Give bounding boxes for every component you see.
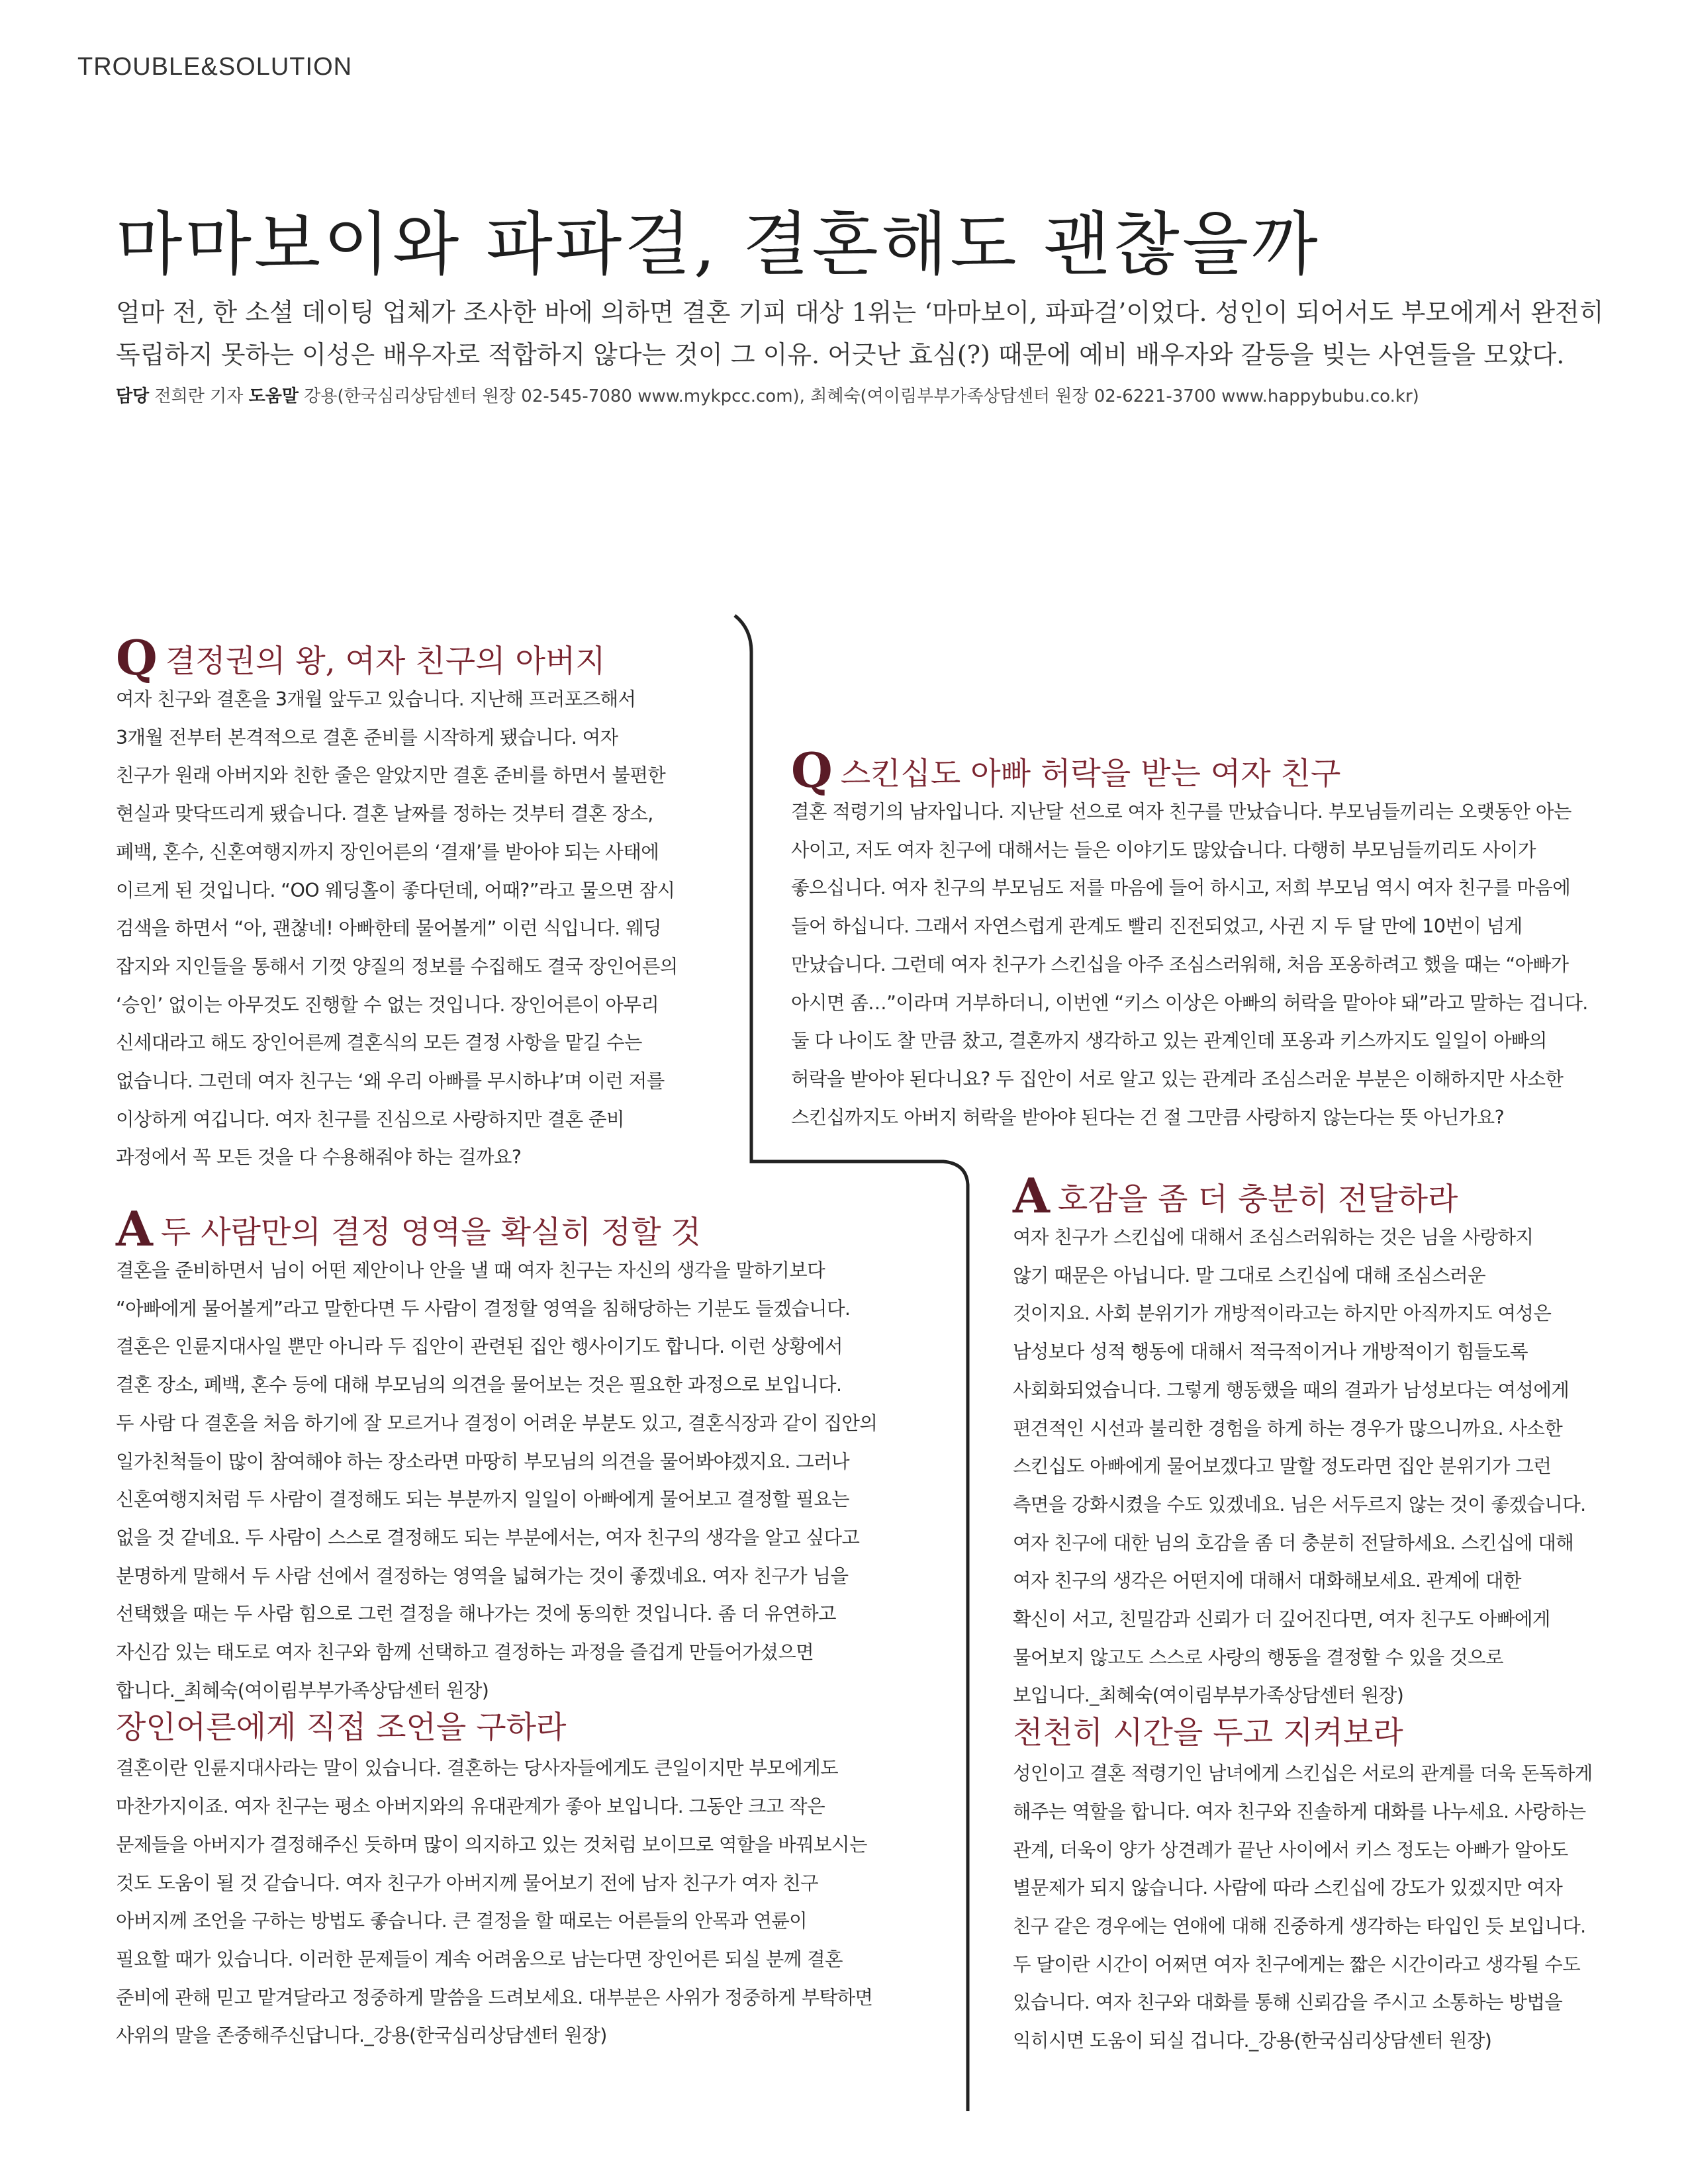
text-line: 친구 같은 경우에는 연애에 대해 진중하게 생각하는 타입인 듯 보입니다. [1013,1915,1586,1937]
text-line: 만났습니다. 그런데 여자 친구가 스킨십을 아주 조심스러워해, 처음 포옹하려고 했을 때는 “아빠가 [791,953,1569,976]
text-line: 측면을 강화시켰을 수도 있겠네요. 님은 서두르지 않는 것이 좋겠습니다. [1013,1493,1586,1516]
text-line: 친구가 원래 아버지와 친한 줄은 알았지만 결혼 준비를 하면서 불편한 [116,764,666,787]
text-line: 이르게 된 것입니다. “OO 웨딩홀이 좋다던데, 어때?”라고 물으면 잠시 [116,879,675,901]
text-line: 별문제가 되지 않습니다. 사람에 따라 스킨십에 강도가 있겠지만 여자 [1013,1877,1563,1899]
text-line: 아버지께 조언을 구하는 방법도 좋습니다. 큰 결정을 할 때로는 어른들의 안목과 연륜이 [116,1910,808,1933]
text-line: 보입니다._최혜숙(여이림부부가족상담센터 원장) [1013,1684,1404,1707]
text-line: 것도 도움이 될 것 같습니다. 여자 친구가 아버지께 물어보기 전에 남자 친구가 여자 친구 [116,1872,819,1894]
text-line: 관계, 더욱이 양가 상견례가 끝난 사이에서 키스 정도는 아빠가 알아도 [1013,1839,1568,1861]
text-line: 이상하게 여깁니다. 여자 친구를 진심으로 사랑하지만 결혼 준비 [116,1108,624,1130]
q-marker: Q [791,742,833,798]
answer-body [116,1251,877,1709]
q-marker: Q [116,629,158,686]
question-heading [116,629,678,686]
text-line: 있습니다. 여자 친구와 대화를 통해 신뢰감을 주시고 소통하는 방법을 [1013,1991,1563,2014]
answer-heading [116,1201,877,1257]
text-line: 결혼이란 인륜지대사라는 말이 있습니다. 결혼하는 당사자들에게도 큰일이지만 부모에게도 [116,1757,839,1780]
text-line: 물어보지 않고도 스스로 사랑의 행동을 결정할 수 있을 것으로 [1013,1646,1503,1668]
lede-line: 얼마 전, 한 소셜 데이팅 업체가 조사한 바에 의하면 결혼 기피 대상 1위는 ‘마마보이, 파파걸’이었다. 성인이 되어서도 부모에게서 완전히 [116,298,1604,327]
text-line: 사위의 말을 존중해주신답니다._강용(한국심리상담센터 원장) [116,2025,607,2047]
text-line: 좋으십니다. 여자 친구의 부모님도 저를 마음에 들어 하시고, 저희 부모님 역시 여자 친구를 마음에 [791,877,1571,899]
question-body [791,793,1588,1136]
text-line: 여자 친구에 대한 님의 호감을 좀 더 충분히 전달하세요. 스킨십에 대해 [1013,1531,1574,1554]
text-line: 없을 것 같네요. 두 사람이 스스로 결정해도 되는 부분에서는, 여자 친구의 생각을 알고 싶다고 [116,1526,860,1549]
text-line: 남성보다 성적 행동에 대해서 적극적이거나 개방적이기 힘들도록 [1013,1341,1528,1363]
question-block-1 [116,629,678,1177]
text-line: 결혼 적령기의 남자입니다. 지난달 선으로 여자 친구를 만났습니다. 부모님들끼리는 오랫동안 아는 [791,801,1571,823]
answer-title: 두 사람만의 결정 영역을 확실히 정할 것 [160,1214,701,1251]
credit-text: 강용(한국심리상담센터 원장 02-545-7080 www.mykpcc.com), 최혜숙(여이림부부가족상담센터 원장 02-6221-3700 www.happybubu.co.kr) [298,387,1419,406]
credit-label: 도움말 [248,387,299,406]
text-line: 두 달이란 시간이 어쩌면 여자 친구에게는 짧은 시간이라고 생각될 수도 [1013,1953,1581,1976]
text-line: 확신이 서고, 친밀감과 신뢰가 더 깊어진다면, 여자 친구도 아빠에게 [1013,1608,1550,1631]
text-line: 스킨십까지도 아버지 허락을 받아야 된다는 건 절 그만큼 사랑하지 않는다는 뜻 아닌가요? [791,1106,1505,1128]
text-line: 결혼을 준비하면서 님이 어떤 제안이나 안을 낼 때 여자 친구는 자신의 생각을 말하기보다 [116,1259,825,1281]
answer-body [1013,1218,1593,1715]
a-marker: A [1013,1167,1050,1224]
text-line: 과정에서 꼭 모든 것을 다 수용해줘야 하는 걸까요? [116,1146,522,1169]
text-line: 여자 친구가 스킨십에 대해서 조심스러워하는 것은 님을 사랑하지 [1013,1226,1534,1248]
answer-subheading: 천천히 시간을 두고 지켜보라 [1013,1715,1403,1752]
text-line: 성인이고 결혼 적령기인 남녀에게 스킨십은 서로의 관계를 더욱 돈독하게 [1013,1762,1593,1785]
text-line: 자신감 있는 태도로 여자 친구와 함께 선택하고 결정하는 과정을 즐겁게 만들어가셨으면 [116,1641,814,1664]
text-line: 둘 다 나이도 찰 만큼 찼고, 결혼까지 생각하고 있는 관계인데 포옹과 키스까지도 일일이 아빠의 [791,1030,1547,1052]
answer-sub-body [116,1749,877,2055]
lede-line: 독립하지 못하는 이성은 배우자로 적합하지 않다는 것이 그 이유. 어긋난 효심(?) 때문에 예비 배우자와 갈등을 빚는 사연들을 모았다. [116,340,1565,369]
question-title: 스킨십도 아빠 허락을 받는 여자 친구 [840,756,1341,792]
text-line: 신혼여행지처럼 두 사람이 결정해도 되는 부분까지 일일이 아빠에게 물어보고 결정할 필요는 [116,1488,849,1511]
text-line: 현실과 맞닥뜨리게 됐습니다. 결혼 날짜를 정하는 것부터 결혼 장소, [116,803,653,825]
text-line: 아시면 좀…”이라며 거부하더니, 이번엔 “키스 이상은 아빠의 허락을 맡아야 돼”라고 말하는 겁니다. [791,991,1588,1014]
answer-title: 호감을 좀 더 충분히 전달하라 [1057,1181,1458,1218]
question-body [116,680,678,1177]
text-line: 두 사람 다 결혼을 처음 하기에 잘 모르거나 결정이 어려운 부분도 있고, 결혼식장과 같이 집안의 [116,1412,878,1434]
answer-block-1 [116,1201,878,2055]
text-line: 여자 친구와 결혼을 3개월 앞두고 있습니다. 지난해 프러포즈해서 [116,688,636,710]
question-title: 결정권의 왕, 여자 친구의 아버지 [165,643,606,680]
answer-subheading: 장인어른에게 직접 조언을 구하라 [116,1709,567,1747]
text-line: 마찬가지이죠. 여자 친구는 평소 아버지와의 유대관계가 좋아 보입니다. 그동안 크고 작은 [116,1796,825,1818]
answer-heading [1013,1167,1593,1224]
a-marker: A [116,1201,153,1257]
text-line: 합니다._최혜숙(여이림부부가족상담센터 원장) [116,1679,489,1702]
text-line: 않기 때문은 아닙니다. 말 그대로 스킨십에 대해 조심스러운 [1013,1264,1486,1287]
text-line: 사회화되었습니다. 그렇게 행동했을 때의 결과가 남성보다는 여성에게 [1013,1379,1570,1401]
text-line: 필요할 때가 있습니다. 이러한 문제들이 계속 어려움으로 남는다면 장인어른 되실 분께 결혼 [116,1948,843,1970]
text-line: 해주는 역할을 합니다. 여자 친구와 진솔하게 대화를 나누세요. 사랑하는 [1013,1800,1586,1823]
text-line: 들어 하십니다. 그래서 자연스럽게 관계도 빨리 진전되었고, 사귄 지 두 달 만에 10번이 넘게 [791,915,1523,938]
text-line: ‘승인’ 없이는 아무것도 진행할 수 없는 것입니다. 장인어른이 아무리 [116,993,659,1016]
text-line: 일가친척들이 많이 참여해야 하는 장소라면 마땅히 부모님의 의견을 물어봐야겠지요. 그러나 [116,1450,849,1473]
article-title: 마마보이와 파파걸, 결혼해도 괜찮을까 [116,204,1321,285]
text-line: 분명하게 말해서 두 사람 선에서 결정하는 영역을 넓혀가는 것이 좋겠네요. 여자 친구가 님을 [116,1565,849,1587]
text-line: 문제들을 아버지가 결정해주신 듯하며 많이 의지하고 있는 것처럼 보이므로 역할을 바꿔보시는 [116,1833,867,1856]
article-credits [116,383,1419,407]
text-line: 결혼은 인륜지대사일 뿐만 아니라 두 집안이 관련된 집안 행사이기도 합니다. 이런 상황에서 [116,1336,843,1358]
text-line: 스킨십도 아빠에게 물어보겠다고 말할 정도라면 집안 분위기가 그런 [1013,1455,1552,1478]
text-line: “아빠에게 물어볼게”라고 말한다면 두 사람이 결정할 영역을 침해당하는 기분도 들겠습니다. [116,1297,851,1320]
section-tag: TROUBLE&SOLUTION [77,53,353,81]
text-line: 폐백, 혼수, 신혼여행지까지 장인어른의 ‘결재’를 받아야 되는 사태에 [116,841,659,863]
text-line: 준비에 관해 믿고 맡겨달라고 정중하게 말씀을 드려보세요. 대부분은 사위가 정중하게 부탁하면 [116,1986,873,2009]
answer-sub-body [1013,1754,1593,2060]
text-line: 편견적인 시선과 불리한 경험을 하게 하는 경우가 많으니까요. 사소한 [1013,1417,1563,1439]
question-heading [791,742,1588,798]
text-line: 없습니다. 그런데 여자 친구는 ‘왜 우리 아빠를 무시하냐’며 이런 저를 [116,1070,665,1093]
credit-label: 담당 [116,387,150,406]
text-line: 신세대라고 해도 장인어른께 결혼식의 모든 결정 사항을 맡길 수는 [116,1032,642,1054]
text-line: 3개월 전부터 본격적으로 결혼 준비를 시작하게 됐습니다. 여자 [116,726,618,749]
text-line: 선택했을 때는 두 사람 힘으로 그런 결정을 해나가는 것에 동의한 것입니다. 좀 더 유연하고 [116,1603,836,1625]
article-lede [116,291,1604,376]
text-line: 결혼 장소, 폐백, 혼수 등에 대해 부모님의 의견을 물어보는 것은 필요한 과정으로 보입니다. [116,1374,842,1396]
text-line: 허락을 받아야 된다니요? 두 집안이 서로 알고 있는 관계라 조심스러운 부분은 이해하지만 사소한 [791,1068,1564,1090]
text-line: 여자 친구의 생각은 어떤지에 대해서 대화해보세요. 관계에 대한 [1013,1570,1521,1592]
credit-text: 전희란 기자 [149,387,249,406]
text-line: 것이지요. 사회 분위기가 개방적이라고는 하지만 아직까지도 여성은 [1013,1302,1552,1325]
text-line: 검색을 하면서 “아, 괜찮네! 아빠한테 물어볼게” 이런 식입니다. 웨딩 [116,917,661,940]
question-block-2 [791,742,1588,1136]
text-line: 사이고, 저도 여자 친구에 대해서는 들은 이야기도 많았습니다. 다행히 부모님들끼리도 사이가 [791,839,1536,861]
text-line: 잡지와 지인들을 통해서 기껏 양질의 정보를 수집해도 결국 장인어른의 [116,955,678,978]
answer-block-2 [1013,1167,1593,2060]
text-line: 익히시면 도움이 되실 겁니다._강용(한국심리상담센터 원장) [1013,2030,1492,2052]
